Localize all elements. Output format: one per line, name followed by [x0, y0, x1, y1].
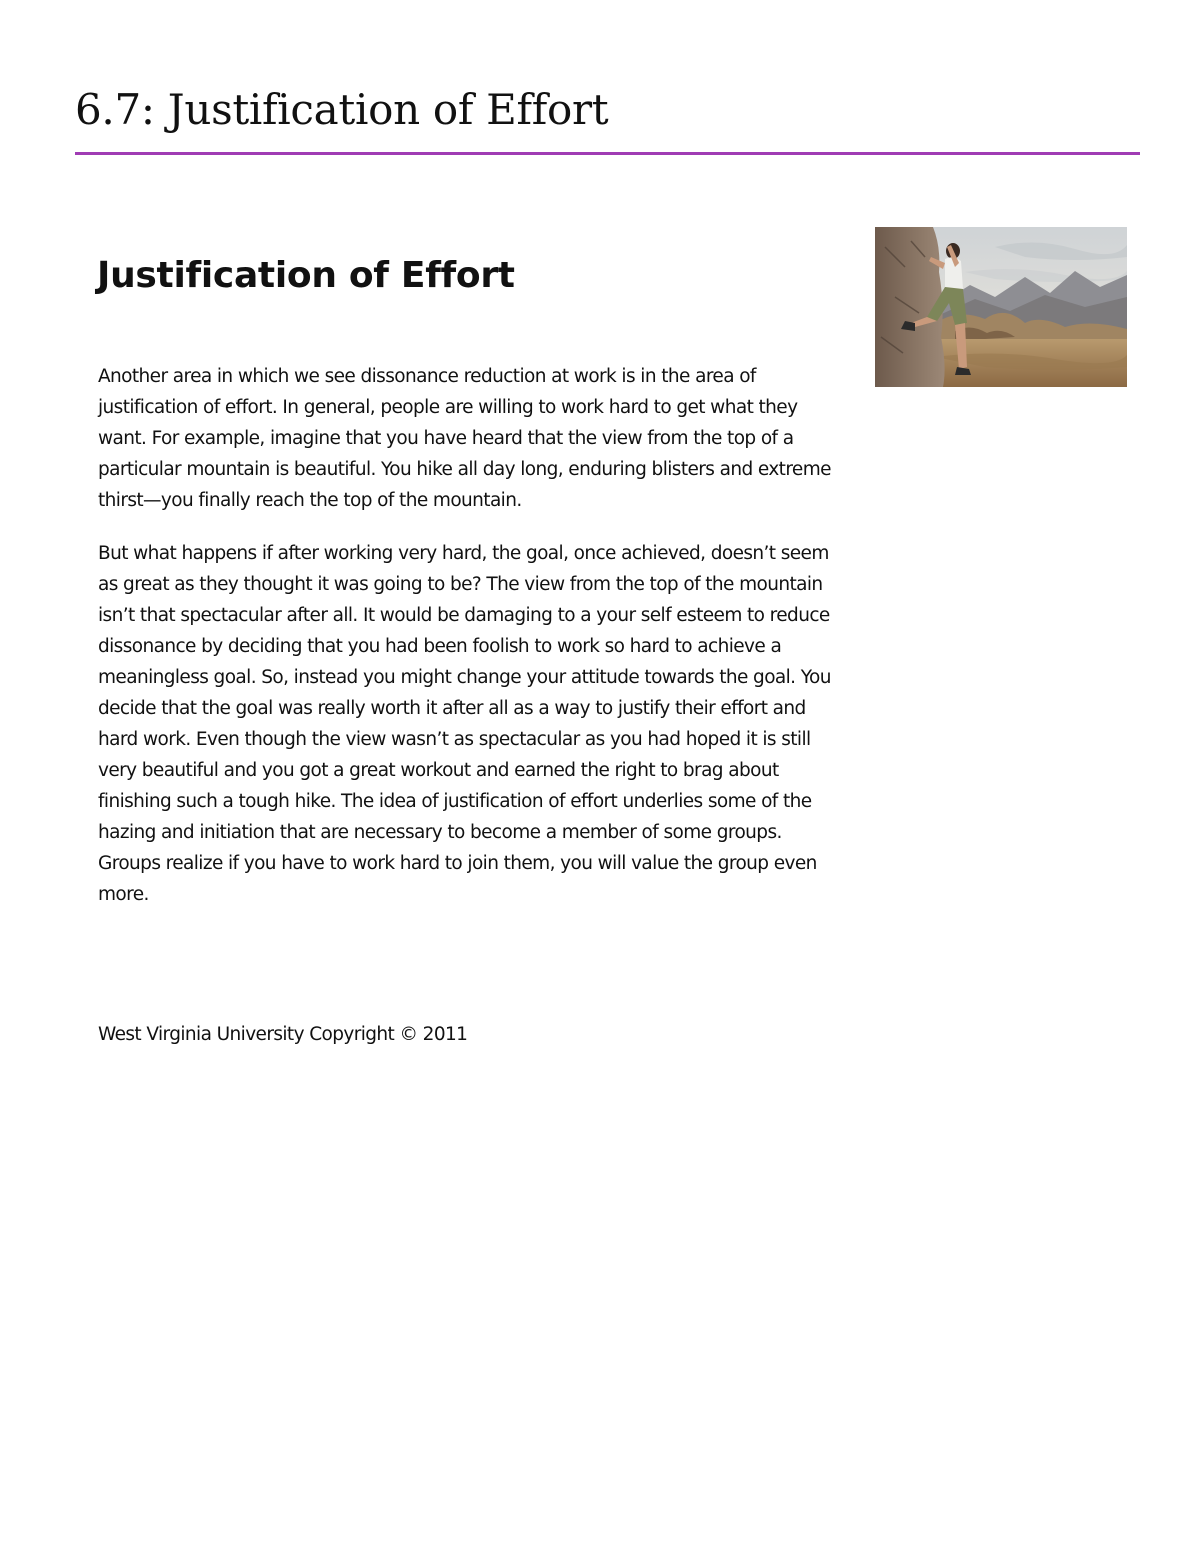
- paragraph: But what happens if after working very hard, the goal, once achieved, doesn’t seem as great as they thought it was going to be? The view from the top of the mountain isn’t that spectacular after all. It would be damaging to a your self esteem to reduce dissonance by deciding that you had been foolish to work so hard to achieve a meaningless goal. So, instead you might change your attitude towards the goal. You decide that the goal was really worth it after all as a way to justify their effort and hard work. Even though the view wasn’t as spectacular as you had hoped it is still very beautiful and you got a great workout and earned the right to brag about finishing such a tough hike. The idea of justification of effort underlies some of the hazing and initiation that are necessary to become a member of some groups. Groups realize if you have to work hard to join them, you will value the group even more.: [98, 543, 831, 905]
- body-text: [98, 361, 843, 932]
- paragraph: Another area in which we see dissonance reduction at work is in the area of justification of effort. In general, people are willing to work hard to get what they want. For example, imagine that you have heard that the view from the top of a particular mountain is beautiful. You hike all day long, enduring blisters and extreme thirst—you finally reach the top of the mountain.: [98, 366, 831, 511]
- rock-climber-photo: [875, 227, 1127, 387]
- chapter-title: 6.7: Justification of Effort: [75, 85, 609, 134]
- section-heading: Justification of Effort: [97, 255, 515, 296]
- copyright-notice: West Virginia University Copyright © 2011: [98, 1024, 468, 1045]
- page-header: [75, 78, 1140, 142]
- title-divider: [75, 152, 1140, 155]
